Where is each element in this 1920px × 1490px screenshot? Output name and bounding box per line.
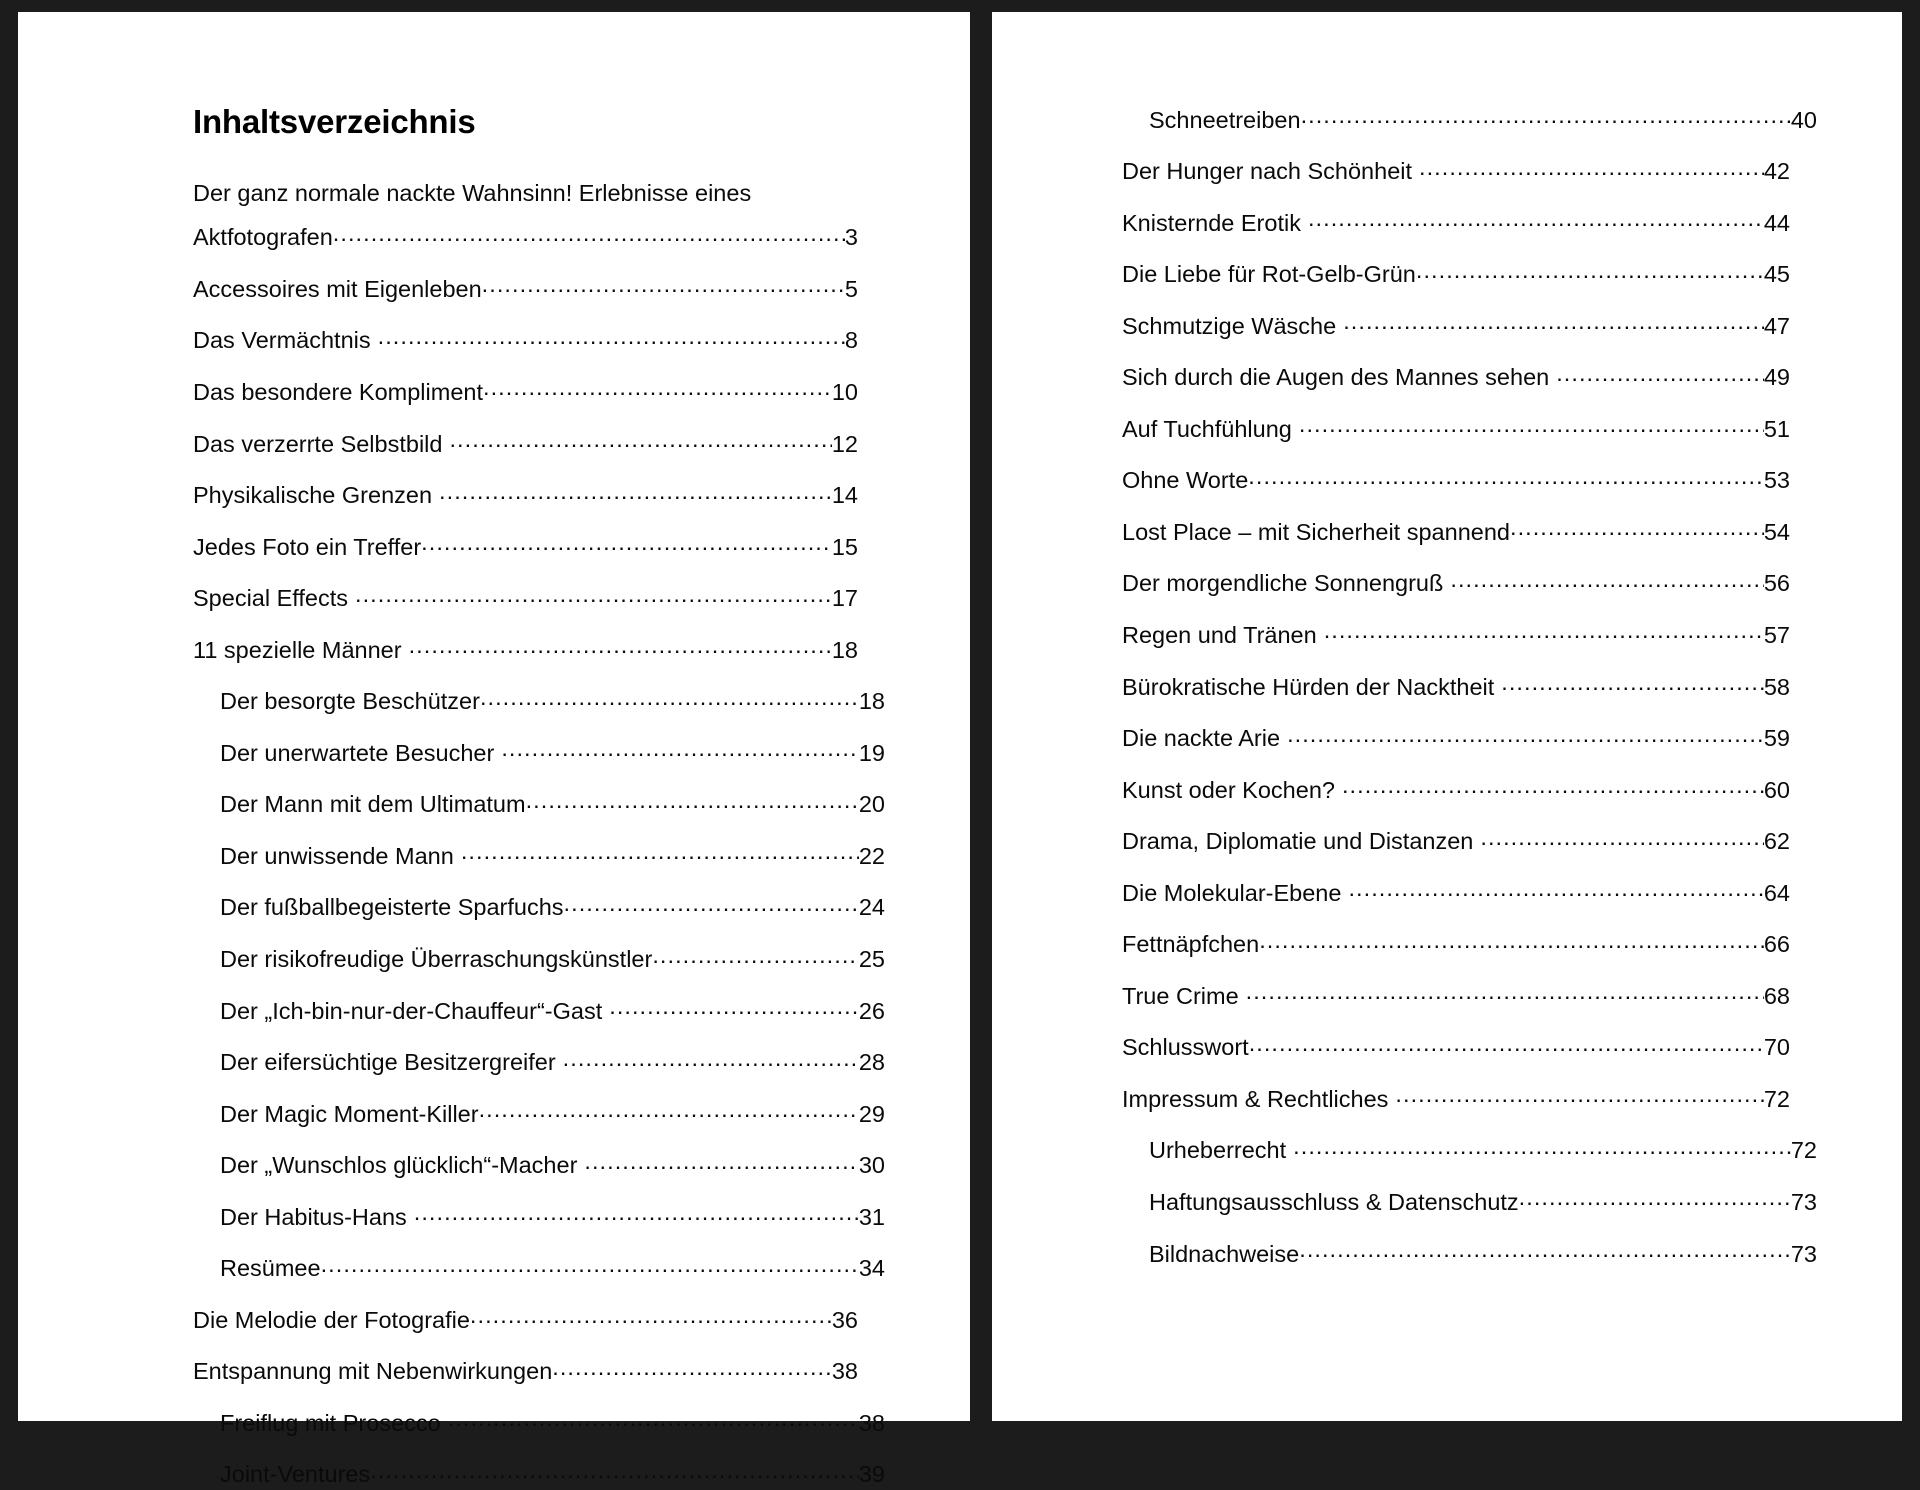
toc-entry[interactable] (1122, 516, 1790, 547)
toc-entry-page-number: 72 (1790, 1137, 1817, 1164)
toc-entry-page-number: 18 (858, 688, 885, 715)
toc-entry[interactable] (1122, 774, 1790, 805)
toc-leader-dots (1416, 259, 1764, 283)
toc-leader-dots (1301, 104, 1791, 128)
toc-entry-page-number: 28 (858, 1049, 885, 1076)
toc-leader-dots (563, 1047, 859, 1071)
toc-entry[interactable] (1122, 259, 1790, 290)
toc-entry-page-number: 73 (1790, 1240, 1817, 1267)
toc-entry-label: Der „Ich-bin-nur-der-Chauffeur“-Gast (220, 997, 603, 1024)
toc-entry-page-number: 40 (1790, 106, 1817, 133)
toc-entry[interactable] (1122, 568, 1790, 599)
toc-entry-line2 (193, 222, 858, 253)
page-title: Inhaltsverzeichnis (193, 103, 476, 140)
toc-leader-dots (552, 1356, 832, 1380)
toc-entry-page-number: 25 (858, 946, 885, 972)
toc-entry-label: Der Hunger nach Schönheit (1122, 158, 1413, 185)
toc-entry-page-number: 70 (1763, 1034, 1790, 1061)
toc-entry-page-number: 38 (831, 1358, 858, 1385)
toc-entry-label: Die Liebe für Rot-Gelb-Grün (1122, 261, 1416, 288)
toc-leader-dots (1519, 1186, 1791, 1210)
left-page-content (193, 103, 885, 1490)
toc-entry[interactable] (1122, 619, 1790, 650)
toc-entry[interactable] (193, 1459, 885, 1490)
toc-leader-dots (1299, 1238, 1791, 1262)
toc-entry-label: Auf Tuchfühlung (1122, 415, 1292, 442)
toc-entry-label: Joint-Ventures (220, 1461, 371, 1488)
toc-entry[interactable] (193, 428, 858, 459)
toc-entry-page-number: 30 (858, 1152, 885, 1179)
toc-entry[interactable] (1122, 1186, 1817, 1217)
toc-leader-dots (1480, 826, 1764, 850)
toc-entry-label: Kunst oder Kochen? (1122, 776, 1335, 803)
toc-entry-label: Das Vermächtnis (193, 327, 371, 354)
toc-entry-label: Sich durch die Augen des Mannes sehen (1122, 364, 1550, 391)
toc-entry-page-number: 49 (1763, 364, 1790, 391)
toc-entry-label: Special Effects (193, 585, 349, 612)
toc-entry-page-number: 10 (831, 378, 858, 405)
toc-entry-label: Haftungsausschluss & Datenschutz (1149, 1188, 1519, 1215)
toc-entry-label: Die nackte Arie (1122, 725, 1281, 752)
toc-leader-dots (370, 1459, 859, 1483)
toc-leader-dots (1308, 207, 1764, 231)
toc-entry[interactable] (1122, 723, 1790, 754)
toc-entry-page-number: 20 (858, 791, 885, 818)
toc-entry-label: Bürokratische Hürden der Nacktheit (1122, 673, 1495, 700)
toc-leader-dots (1287, 723, 1764, 747)
toc-entry[interactable] (1122, 1135, 1817, 1166)
toc-entry[interactable] (1122, 413, 1790, 444)
toc-entry-page-number: 51 (1763, 415, 1790, 442)
toc-entry-label: Knisternde Erotik (1122, 209, 1301, 236)
toc-leader-dots (333, 222, 845, 246)
toc-leader-dots (1395, 1083, 1763, 1107)
toc-entry[interactable] (193, 686, 885, 717)
toc-entry-page-number: 24 (858, 894, 885, 921)
toc-entry-page-number: 73 (1790, 1188, 1817, 1215)
toc-entry-page-number: 58 (1763, 673, 1790, 700)
toc-entry-page-number: 19 (858, 739, 885, 766)
toc-entry-page-number: 53 (1763, 467, 1790, 494)
toc-list-right (1122, 104, 1817, 1269)
toc-entry[interactable] (1122, 310, 1790, 341)
toc-entry[interactable] (193, 1407, 885, 1438)
toc-entry-page-number: 62 (1763, 828, 1790, 855)
toc-entry-label: Der besorgte Beschützer (220, 688, 480, 715)
toc-entry-label: Resümee (220, 1255, 321, 1282)
toc-entry-page-number: 66 (1763, 931, 1790, 958)
toc-leader-dots (1259, 929, 1764, 953)
toc-leader-dots (470, 1304, 832, 1328)
toc-entry[interactable] (1122, 1032, 1790, 1063)
toc-entry-label: Das besondere Kompliment (193, 378, 483, 405)
toc-leader-dots (1324, 619, 1764, 643)
toc-entry-page-number: 17 (831, 585, 858, 612)
toc-entry-label: Der risikofreudige Überraschungskünstler (220, 946, 653, 972)
toc-leader-dots (421, 531, 832, 555)
toc-entry[interactable] (193, 1201, 885, 1232)
toc-entry[interactable] (193, 1304, 858, 1335)
toc-entry-page-number: 47 (1763, 312, 1790, 339)
toc-entry[interactable] (193, 325, 858, 356)
toc-entry-page-number: 44 (1763, 209, 1790, 236)
toc-leader-dots (1249, 1032, 1764, 1056)
toc-entry-page-number: 57 (1763, 621, 1790, 648)
toc-entry[interactable] (1122, 1083, 1790, 1114)
toc-leader-dots (355, 583, 832, 607)
toc-entry-label: Jedes Foto ein Treffer (193, 533, 422, 560)
toc-entry[interactable] (193, 1098, 885, 1129)
toc-entry-page-number: 68 (1763, 982, 1790, 1009)
toc-entry-label: Der Mann mit dem Ultimatum (220, 791, 526, 818)
toc-leader-dots (526, 789, 859, 813)
toc-entry[interactable] (193, 1150, 885, 1181)
toc-entry[interactable] (193, 1047, 885, 1078)
toc-entry-label: Ohne Worte (1122, 467, 1249, 494)
toc-entry[interactable] (1122, 362, 1790, 393)
toc-leader-dots (1343, 310, 1764, 334)
toc-entry-page-number: 36 (831, 1306, 858, 1333)
toc-entry[interactable] (1122, 877, 1790, 908)
toc-entry-label: Der eifersüchtige Besitzergreifer (220, 1049, 556, 1076)
toc-leader-dots (1556, 362, 1764, 386)
toc-entry-page-number: 72 (1763, 1085, 1790, 1112)
toc-leader-dots (479, 1098, 859, 1122)
toc-entry-page-number: 31 (858, 1203, 885, 1230)
toc-entry[interactable] (193, 376, 858, 407)
toc-entry-label: Lost Place – mit Sicherheit spannend (1122, 518, 1510, 545)
toc-entry-label: True Crime (1122, 982, 1239, 1009)
toc-leader-dots (378, 325, 845, 349)
toc-entry-label: Freiflug mit Prosecco (220, 1409, 441, 1436)
toc-entry-label: Der „Wunschlos glücklich“-Macher (220, 1152, 578, 1179)
toc-entry[interactable] (1122, 929, 1790, 960)
toc-leader-dots (1348, 877, 1763, 901)
toc-entry[interactable] (1122, 1238, 1817, 1269)
toc-entry-label: Accessoires mit Eigenleben (193, 275, 482, 302)
toc-entry-label: Schneetreiben (1149, 106, 1301, 133)
toc-entry[interactable] (1122, 465, 1790, 496)
toc-entry[interactable] (193, 737, 885, 768)
toc-entry-label-line1: Der ganz normale nackte Wahnsinn! Erlebnisse eines (193, 180, 752, 207)
toc-entry-page-number: 8 (844, 327, 858, 354)
right-page (992, 12, 1902, 1421)
toc-leader-dots (1450, 568, 1764, 592)
toc-entry-label: Drama, Diplomatie und Distanzen (1122, 828, 1474, 855)
toc-leader-dots (461, 840, 859, 864)
toc-entry-label: Der fußballbegeisterte Sparfuchs (220, 894, 564, 921)
toc-entry-page-number: 29 (858, 1100, 885, 1127)
toc-entry[interactable] (1122, 156, 1790, 187)
toc-entry[interactable] (193, 944, 885, 975)
toc-leader-dots (321, 1253, 859, 1277)
toc-entry[interactable] (1122, 207, 1790, 238)
toc-leader-dots (439, 480, 832, 504)
toc-entry[interactable] (193, 531, 858, 562)
toc-entry-label: Aktfotografen (193, 224, 333, 251)
toc-leader-dots (480, 686, 859, 710)
toc-leader-dots (1501, 671, 1764, 695)
toc-leader-dots (414, 1201, 859, 1225)
toc-leader-dots (1342, 774, 1764, 798)
toc-entry-label: 11 spezielle Männer (193, 636, 402, 663)
toc-entry-label: Schmutzige Wäsche (1122, 312, 1337, 339)
toc-leader-dots (1299, 413, 1764, 437)
toc-entry-label: Bildnachweise (1149, 1240, 1300, 1267)
toc-entry-page-number: 26 (858, 997, 885, 1024)
toc-entry-label: Fettnäpfchen (1122, 931, 1260, 958)
toc-entry[interactable] (1122, 980, 1790, 1011)
toc-entry-label: Der unwissende Mann (220, 842, 454, 869)
toc-entry-page-number: 39 (858, 1461, 885, 1488)
toc-leader-dots (409, 634, 832, 658)
toc-entry[interactable] (193, 273, 858, 304)
toc-leader-dots (1248, 465, 1764, 489)
toc-leader-dots (609, 995, 859, 1019)
toc-entry-label: Schlusswort (1122, 1034, 1249, 1061)
toc-entry[interactable] (193, 583, 858, 614)
toc-entry-page-number: 54 (1763, 518, 1790, 545)
toc-entry-page-number: 15 (831, 533, 858, 560)
toc-entry-page-number: 42 (1763, 158, 1790, 185)
toc-entry-label: Impressum & Rechtliches (1122, 1085, 1389, 1112)
toc-entry-page-number: 45 (1763, 261, 1790, 288)
toc-entry-page-number: 22 (858, 842, 885, 869)
toc-leader-dots (1419, 156, 1764, 180)
toc-entry-label: Der morgendliche Sonnengruß (1122, 570, 1444, 597)
left-page (18, 12, 970, 1488)
toc-entry-label: Das verzerrte Selbstbild (193, 430, 443, 457)
toc-entry[interactable] (193, 178, 858, 253)
toc-entry-label: Entspannung mit Nebenwirkungen (193, 1358, 553, 1385)
toc-entry-label: Der Habitus-Hans (220, 1203, 407, 1230)
toc-entry[interactable] (193, 634, 858, 665)
toc-leader-dots (448, 1407, 859, 1431)
toc-entry-page-number: 14 (831, 482, 858, 509)
toc-entry-label: Urheberrecht (1149, 1137, 1287, 1164)
toc-entry-page-number: 5 (844, 275, 858, 302)
toc-leader-dots (449, 428, 831, 452)
toc-list-left (193, 178, 885, 1490)
toc-entry-page-number: 3 (844, 224, 858, 251)
right-page-content (1122, 104, 1817, 1269)
toc-leader-dots (482, 273, 845, 297)
toc-entry-label: Die Molekular-Ebene (1122, 879, 1342, 906)
toc-entry-label: Die Melodie der Fotografie (193, 1306, 470, 1333)
toc-entry-label: Der unerwartete Besucher (220, 739, 495, 766)
toc-leader-dots (1510, 516, 1764, 540)
toc-entry[interactable] (1122, 104, 1817, 135)
toc-entry[interactable] (193, 480, 858, 511)
toc-leader-dots (1246, 980, 1764, 1004)
toc-entry-page-number: 56 (1763, 570, 1790, 597)
toc-entry-page-number: 59 (1763, 725, 1790, 752)
toc-entry-label: Regen und Tränen (1122, 621, 1317, 648)
toc-entry-page-number: 64 (1763, 879, 1790, 906)
toc-entry[interactable] (193, 840, 885, 871)
toc-entry-page-number: 60 (1763, 776, 1790, 803)
toc-entry-label: Physikalische Grenzen (193, 482, 433, 509)
toc-entry[interactable] (1122, 671, 1790, 702)
toc-entry[interactable] (1122, 826, 1790, 857)
toc-leader-dots (483, 376, 832, 400)
toc-entry[interactable] (193, 789, 885, 820)
toc-entry-page-number: 12 (831, 430, 858, 457)
toc-leader-dots (564, 892, 859, 916)
toc-entry-page-number: 34 (858, 1255, 885, 1282)
toc-leader-dots (501, 737, 859, 761)
toc-entry-page-number: 18 (831, 636, 858, 663)
toc-entry-page-number: 38 (858, 1409, 885, 1436)
toc-entry-label: Der Magic Moment-Killer (220, 1100, 479, 1127)
toc-entry[interactable] (193, 1356, 858, 1387)
toc-leader-dots (652, 944, 859, 968)
toc-entry[interactable] (193, 1253, 885, 1284)
toc-entry[interactable] (193, 892, 885, 923)
toc-entry[interactable] (193, 995, 885, 1026)
toc-leader-dots (584, 1150, 858, 1174)
toc-leader-dots (1293, 1135, 1791, 1159)
